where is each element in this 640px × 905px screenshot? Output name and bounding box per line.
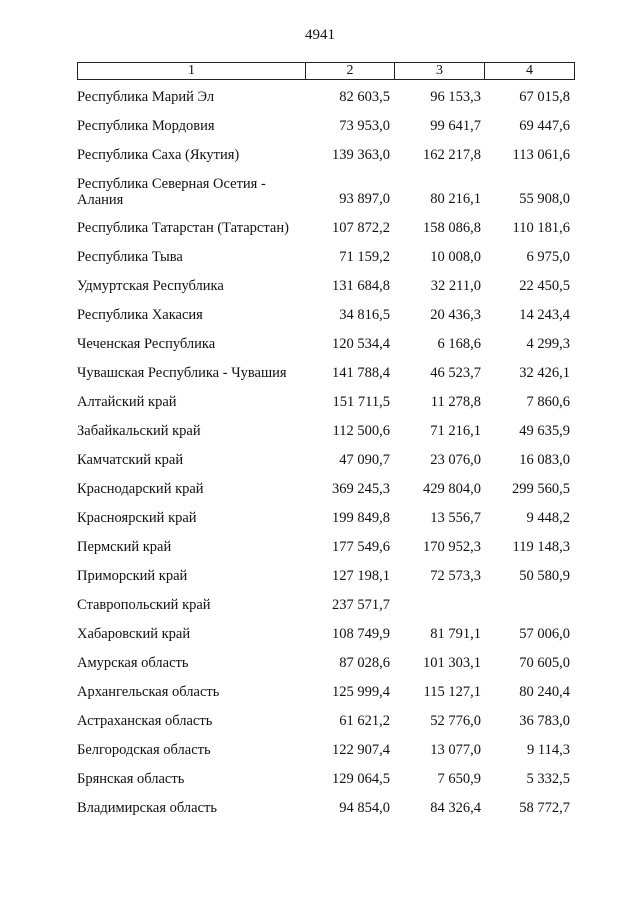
region-name: Республика Мордовия (77, 118, 215, 134)
table-row (77, 679, 570, 708)
header-col-2: 2 (306, 63, 395, 80)
region-name: Алтайский край (77, 394, 177, 410)
region-name: Чувашская Республика - Чувашия (77, 365, 287, 381)
table-row (77, 795, 570, 824)
region-name: Белгородская область (77, 742, 211, 758)
table-row (77, 215, 570, 244)
value-col-4: 67 015,8 (519, 89, 570, 105)
value-col-2: 47 090,7 (339, 452, 390, 468)
header-row (78, 63, 575, 80)
value-col-4: 70 605,0 (519, 655, 570, 671)
table-body (77, 84, 570, 824)
value-col-4: 119 148,3 (512, 539, 570, 555)
table-row (77, 273, 570, 302)
value-col-2: 131 684,8 (332, 278, 390, 294)
page-number: 4941 (305, 27, 335, 43)
region-name: Амурская область (77, 655, 189, 671)
value-col-2: 108 749,9 (332, 626, 390, 642)
value-col-2: 73 953,0 (339, 118, 390, 134)
region-name: Приморский край (77, 568, 188, 584)
value-col-2: 94 854,0 (339, 800, 390, 816)
value-col-4: 80 240,4 (519, 684, 570, 700)
value-col-4: 7 860,6 (526, 394, 570, 410)
value-col-2: 237 571,7 (332, 597, 390, 613)
value-col-2: 369 245,3 (332, 481, 390, 497)
table-row (77, 244, 570, 273)
value-col-3: 32 211,0 (430, 278, 481, 294)
region-name: Удмуртская Республика (77, 278, 224, 294)
region-name: Республика Марий Эл (77, 89, 215, 105)
value-col-2: 120 534,4 (332, 336, 390, 352)
header-col-1: 1 (78, 63, 306, 80)
value-col-4: 9 114,3 (527, 742, 570, 758)
region-name: Пермский край (77, 539, 172, 555)
value-col-2: 93 897,0 (339, 191, 390, 207)
value-col-4: 16 083,0 (519, 452, 570, 468)
value-col-4: 9 448,2 (526, 510, 570, 526)
value-col-4: 5 332,5 (526, 771, 570, 787)
value-col-4: 69 447,6 (519, 118, 570, 134)
header-col-3: 3 (395, 63, 485, 80)
value-col-2: 112 500,6 (332, 423, 390, 439)
value-col-4: 14 243,4 (519, 307, 570, 323)
region-name: Ставропольский край (77, 597, 211, 613)
value-col-2: 125 999,4 (332, 684, 390, 700)
region-name: Чеченская Республика (77, 336, 216, 352)
value-col-3: 81 791,1 (430, 626, 481, 642)
value-col-4: 49 635,9 (519, 423, 570, 439)
value-col-4: 113 061,6 (512, 147, 570, 163)
value-col-4: 36 783,0 (519, 713, 570, 729)
table-row (77, 621, 570, 650)
value-col-4: 50 580,9 (519, 568, 570, 584)
region-name: Забайкальский край (77, 423, 201, 439)
table-row (77, 360, 570, 389)
value-col-3: 10 008,0 (430, 249, 481, 265)
region-name: Камчатский край (77, 452, 184, 468)
value-col-3: 6 168,6 (437, 336, 481, 352)
value-col-3: 46 523,7 (430, 365, 481, 381)
value-col-2: 151 711,5 (332, 394, 390, 410)
value-col-3: 20 436,3 (430, 307, 481, 323)
region-name: Республика Саха (Якутия) (77, 147, 240, 163)
value-col-4: 55 908,0 (519, 191, 570, 207)
table-row (77, 592, 570, 621)
value-col-4: 58 772,7 (519, 800, 570, 816)
value-col-2: 127 198,1 (332, 568, 390, 584)
table-row (77, 331, 570, 360)
value-col-3: 13 077,0 (430, 742, 481, 758)
value-col-3: 115 127,1 (423, 684, 481, 700)
value-col-3: 96 153,3 (430, 89, 481, 105)
value-col-3: 429 804,0 (423, 481, 481, 497)
table-header (77, 62, 575, 80)
value-col-3: 13 556,7 (430, 510, 481, 526)
region-name: Архангельская область (77, 684, 220, 700)
value-col-3: 52 776,0 (430, 713, 481, 729)
region-name: Брянская область (77, 771, 185, 787)
region-name: Хабаровский край (77, 626, 191, 642)
region-name: Республика Северная Осетия - Алания (77, 176, 266, 208)
value-col-3: 72 573,3 (430, 568, 481, 584)
value-col-3: 23 076,0 (430, 452, 481, 468)
table-row (77, 142, 570, 171)
table-row (77, 476, 570, 505)
value-col-4: 22 450,5 (519, 278, 570, 294)
table-row (77, 171, 570, 215)
table-row (77, 113, 570, 142)
value-col-2: 71 159,2 (339, 249, 390, 265)
value-col-2: 87 028,6 (339, 655, 390, 671)
value-col-4: 4 299,3 (526, 336, 570, 352)
value-col-4: 57 006,0 (519, 626, 570, 642)
value-col-4: 6 975,0 (526, 249, 570, 265)
value-col-2: 34 816,5 (339, 307, 390, 323)
value-col-2: 61 621,2 (339, 713, 390, 729)
table-row (77, 418, 570, 447)
region-name: Республика Хакасия (77, 307, 203, 323)
value-col-4: 32 426,1 (519, 365, 570, 381)
region-name: Красноярский край (77, 510, 197, 526)
value-col-3: 162 217,8 (423, 147, 481, 163)
table-row (77, 84, 570, 113)
value-col-3: 71 216,1 (430, 423, 481, 439)
value-col-3: 7 650,9 (437, 771, 481, 787)
table-row (77, 563, 570, 592)
value-col-2: 139 363,0 (332, 147, 390, 163)
value-col-3: 99 641,7 (430, 118, 481, 134)
value-col-2: 129 064,5 (332, 771, 390, 787)
region-name: Владимирская область (77, 800, 217, 816)
table-row (77, 389, 570, 418)
table-row (77, 534, 570, 563)
value-col-3: 84 326,4 (430, 800, 481, 816)
value-col-4: 110 181,6 (512, 220, 570, 236)
table-row (77, 650, 570, 679)
table-row (77, 302, 570, 331)
value-col-2: 107 872,2 (332, 220, 390, 236)
region-name: Астраханская область (77, 713, 213, 729)
table-row (77, 447, 570, 476)
table-row (77, 708, 570, 737)
value-col-2: 199 849,8 (332, 510, 390, 526)
region-name: Республика Татарстан (Татарстан) (77, 220, 289, 236)
table-row (77, 737, 570, 766)
value-col-2: 82 603,5 (339, 89, 390, 105)
value-col-3: 101 303,1 (423, 655, 481, 671)
value-col-4: 299 560,5 (512, 481, 570, 497)
value-col-3: 11 278,8 (430, 394, 481, 410)
value-col-2: 141 788,4 (332, 365, 390, 381)
value-col-2: 177 549,6 (332, 539, 390, 555)
value-col-3: 170 952,3 (423, 539, 481, 555)
header-col-4: 4 (485, 63, 575, 80)
table-row (77, 766, 570, 795)
value-col-3: 80 216,1 (430, 191, 481, 207)
table-row (77, 505, 570, 534)
region-name: Краснодарский край (77, 481, 204, 497)
region-name: Республика Тыва (77, 249, 183, 265)
value-col-2: 122 907,4 (332, 742, 390, 758)
value-col-3: 158 086,8 (423, 220, 481, 236)
